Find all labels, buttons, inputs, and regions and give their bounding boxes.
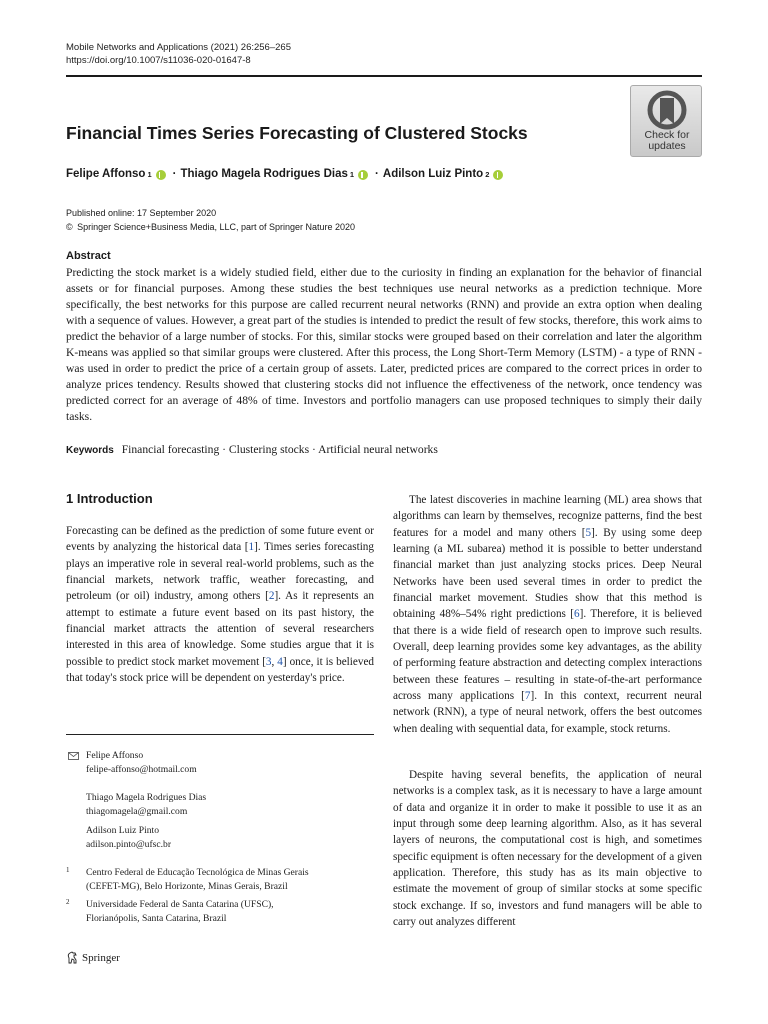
- keywords-text: Financial forecasting · Clustering stocks · Artificial neural networks: [121, 443, 438, 456]
- copyright-text: Springer Science+Business Media, LLC, part of Springer Nature 2020: [77, 222, 356, 232]
- author-name[interactable]: Felipe Affonso: [66, 168, 146, 180]
- correspondence-name: Felipe Affonso: [86, 750, 144, 761]
- abstract-body: Predicting the stock market is a widely studied field, either due to the curiosity in finding an explanation for the behavior of financial assets or for financial purposes. Among these studies the best techniques use neural networks as a prediction technique. More specifically, the best networks for this purpose are called recurrent neural networks (RNN) and provide an extra option when dealing with a sequence of values. However, a great part of the studies is intended to predict the result of few stocks, therefore, this work aims to predict the behavior of a large number of stocks. For this, similar stocks were grouped based on their correlation and later the algorithm K-means was applied so that similar groups were clustered. After this process, the Long Short-Term Memory (LSTM) - a type of RNN - was used in order to predict the price of a certain group of assets. Later, predicted prices are compared to the correct prices in order to analyze prices tendency. Results showed that clustering stocks did not influence the effectiveness of the network, once tendency was predicted correct for an average of 48% of time. Investors and portfolio managers can use proposed techniques to simply their daily tasks.: [66, 266, 702, 423]
- text-run: ,: [271, 655, 278, 668]
- text-run: Forecasting can be defined as the prediction of some future event or events by analyzing the historical data [: [66, 525, 374, 554]
- correspondence-name: Adilson Luiz Pinto: [86, 825, 160, 836]
- journal-citation: [66, 41, 291, 67]
- header-rule: [66, 75, 702, 77]
- affiliation-number: 2: [66, 898, 70, 906]
- text-run: ]. By using some deep learning (a ML subarea) method it is possible to better understand financial market than just analyzing stocks prices. Deep Neural Networks have been used several times in order to predict the financial market movement. Studies show that this method is obtaining 48%–54% right predictions [: [393, 526, 703, 621]
- citation-link[interactable]: 1: [248, 541, 255, 554]
- affiliation-line: (CEFET-MG), Belo Horizonte, Minas Gerais, Brazil: [86, 880, 288, 892]
- check-for-updates-icon: [647, 90, 687, 130]
- citation-link[interactable]: 3: [265, 655, 272, 668]
- orcid-icon[interactable]: [156, 170, 166, 180]
- correspondence-email[interactable]: felipe-affonso@hotmail.com: [86, 764, 197, 775]
- check-for-updates-badge[interactable]: [630, 85, 702, 157]
- citation-link[interactable]: 7: [524, 690, 531, 703]
- copyright-line: [66, 220, 355, 234]
- text-run: ]. Therefore, it is believed that there is a wide field of research open to improve such results. Overall, deep learning provides some key advantages, as the ability of performing feature abstraction and detecting complex interactions between these features – resulting in state-of-the-art performance across many applications [: [393, 608, 702, 703]
- publisher-name: Springer: [82, 951, 120, 964]
- intro-paragraph-right-1: [393, 492, 702, 737]
- text-run: ]. Times series forecasting plays an imperative role in several real-world problems, such as the financial markets, network traffic, weather forecasting, and petroleum (or oil) industry, among others [: [66, 541, 374, 603]
- section-heading-introduction: 1 Introduction: [66, 491, 153, 506]
- citation-link[interactable]: 2: [268, 590, 275, 603]
- affiliation-number: 1: [66, 866, 70, 874]
- article-title: Financial Times Series Forecasting of Clustered Stocks: [66, 123, 528, 143]
- mail-icon: [68, 752, 79, 760]
- author-affiliation-number: 2: [485, 169, 490, 179]
- copyright-icon: ©: [66, 222, 73, 232]
- journal-info: Mobile Networks and Applications (2021) 26:256–265: [66, 42, 291, 53]
- affiliation-line: Florianópolis, Santa Catarina, Brazil: [86, 912, 227, 924]
- badge-line-2: updates: [648, 140, 686, 152]
- intro-paragraph-left: [66, 523, 374, 686]
- affiliation-text: [86, 866, 309, 893]
- correspondence-email[interactable]: thiagomagela@gmail.com: [86, 806, 188, 817]
- author-affiliation-number: 1: [147, 169, 152, 179]
- badge-line-1: Check for: [644, 129, 690, 141]
- text-run: ]. In this context, recurrent neural network (RNN), a type of neural network, offers the best outcomes when dealing with sequential data, for example, stock returns.: [393, 690, 702, 735]
- keywords-label: Keywords: [66, 445, 114, 456]
- abstract-heading: Abstract: [66, 250, 111, 262]
- text-run: ]. As it represents an attempt to estimate a future event based on its past history, the financial market attracts the attention of several researchers interested in this area of knowledge. Some studies argue that it is possible to predict stock market movement [: [66, 590, 374, 668]
- springer-horse-icon: [66, 951, 78, 964]
- correspondence-email[interactable]: adilson.pinto@ufsc.br: [86, 839, 172, 850]
- text-run: The latest discoveries in machine learning (ML) area shows that algorithms can learn by themselves, recognize patterns, find the best features for a model and many others [: [393, 494, 702, 539]
- keywords-line: [66, 443, 438, 456]
- citation-link[interactable]: 6: [574, 608, 580, 621]
- author-name[interactable]: Thiago Magela Rodrigues Dias: [180, 168, 348, 180]
- citation-link[interactable]: 5: [585, 526, 592, 539]
- correspondence-name: Thiago Magela Rodrigues Dias: [86, 792, 207, 803]
- intro-paragraph-right-2: Despite having several benefits, the application of neural networks is a complex task, as it is necessary to have a large amount of data and organize it in order to make it possible to use it as an input through some deep learning algorithm. Also, as it has several layers of neurons, the computational cost is high, and sometimes specific equipment is often necessary for the development of a given application. Therefore, this study has as its main objective to estimate the movement of group of similar stocks at some specific stock exchange. If so, investors and fund managers will be able to carry out analyzes different: [393, 769, 702, 929]
- text-run: ] once, it is believed that today's stock price will be dependent on yesterday's price.: [66, 655, 375, 685]
- author-list: [66, 168, 506, 180]
- affiliation-line: Centro Federal de Educação Tecnológica de Minas Gerais: [86, 867, 309, 878]
- orcid-icon[interactable]: [358, 170, 368, 180]
- footnote-rule: [66, 734, 374, 735]
- affiliation-line: Universidade Federal de Santa Catarina (UFSC),: [86, 899, 274, 910]
- author-name[interactable]: Adilson Luiz Pinto: [382, 168, 484, 180]
- doi-link[interactable]: https://doi.org/10.1007/s11036-020-01647-8: [66, 55, 251, 66]
- check-for-updates-text: [631, 130, 703, 152]
- published-date: Published online: 17 September 2020: [66, 208, 217, 218]
- affiliation-text: [86, 898, 274, 925]
- publisher-logo: [66, 951, 120, 964]
- orcid-icon[interactable]: [493, 170, 503, 180]
- author-separator: ·: [172, 168, 177, 180]
- author-separator: ·: [375, 168, 379, 180]
- citation-link[interactable]: 4: [277, 655, 283, 668]
- author-affiliation-number: 1: [349, 169, 355, 179]
